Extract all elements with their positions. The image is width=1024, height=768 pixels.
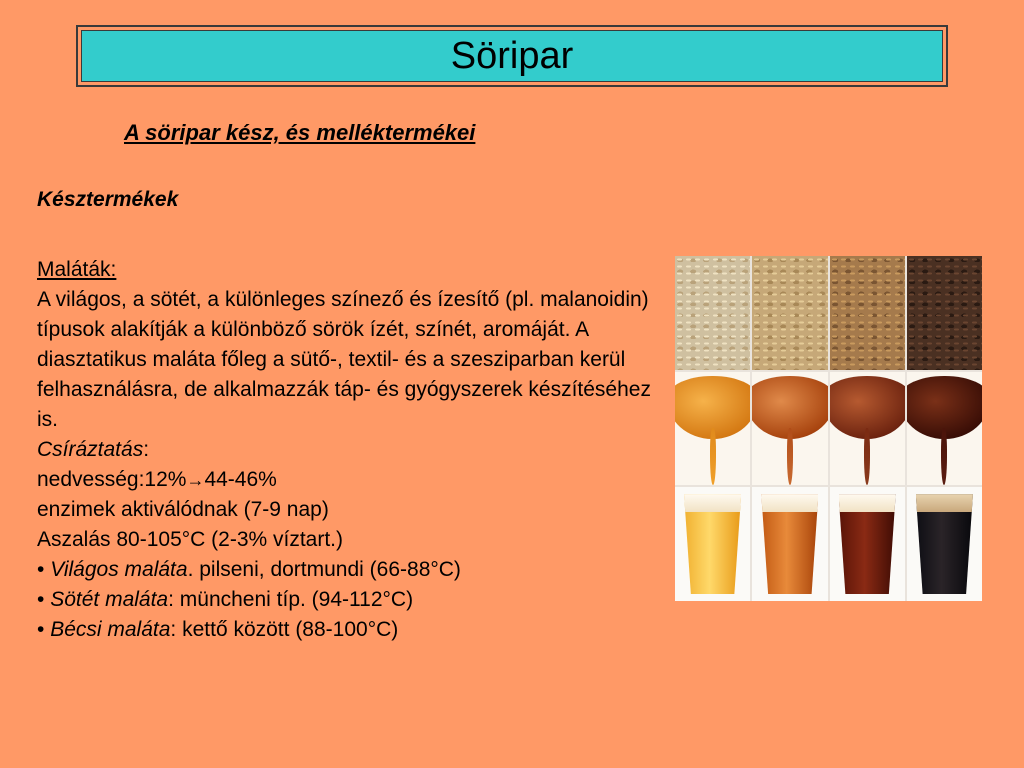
moisture-line (37, 465, 669, 495)
bullet-name: Sötét maláta (50, 588, 169, 611)
germination-line (37, 435, 669, 465)
malt-photo-grid (675, 256, 982, 601)
title-frame (76, 25, 948, 87)
arrow-right-icon: → (186, 470, 205, 490)
bullet-marker: • (37, 558, 45, 581)
bullet-marker: • (37, 618, 45, 641)
dark-malt-syrup-photo (907, 372, 982, 486)
slide-title: Söripar (450, 34, 574, 77)
bullet-marker: • (37, 588, 45, 611)
malts-heading: Maláták: (37, 258, 117, 281)
bullet-detail: : kettő között (88-100°C) (170, 618, 399, 641)
bullet-name: Világos maláta (50, 558, 188, 581)
amber-malt-grains-photo (752, 256, 827, 370)
bullet-detail: . pilseni, dortmundi (66-88°C) (187, 558, 461, 581)
dark-beer-glass-photo (907, 487, 982, 601)
bullet-name: Bécsi maláta (50, 618, 171, 641)
red-beer-glass-photo (830, 487, 905, 601)
section-heading: Késztermékek (37, 188, 179, 211)
title-panel (81, 30, 943, 82)
amber-beer-glass-photo (752, 487, 827, 601)
moisture-suffix: 44-46% (204, 468, 277, 491)
malts-description: A világos, a sötét, a különleges színező és ízesítő (pl. malanoidin) típusok alakítják a különböző sörök ízét, színét, aromáját. A diasztatikus maláta főleg a sütő-, textil- és a szesziparban kerül felhasználásra, de alkalmazzák táp- és gyógyszerek készítéséhez is. (37, 288, 651, 431)
moisture-prefix: nedvesség:12% (37, 468, 187, 491)
germination-label: Csíráztatás (37, 438, 144, 461)
bullet-item (37, 555, 669, 585)
bullet-detail: : müncheni típ. (94-112°C) (168, 588, 414, 611)
enzymes-line: enzimek aktiválódnak (7-9 nap) (37, 498, 329, 521)
germination-colon: : (143, 438, 150, 461)
dark-malt-grains-photo (907, 256, 982, 370)
bullet-item (37, 615, 669, 645)
kilning-line: Aszalás 80-105°C (2-3% víztart.) (37, 528, 344, 551)
bullet-item (37, 585, 669, 615)
slide-subtitle: A söripar kész, és melléktermékei (124, 120, 476, 145)
light-malt-syrup-photo (675, 372, 750, 486)
amber-malt-syrup-photo (752, 372, 827, 486)
caramel-malt-grains-photo (830, 256, 905, 370)
body-text (37, 255, 669, 645)
pale-malt-grains-photo (675, 256, 750, 370)
red-malt-syrup-photo (830, 372, 905, 486)
pale-beer-glass-photo (675, 487, 750, 601)
